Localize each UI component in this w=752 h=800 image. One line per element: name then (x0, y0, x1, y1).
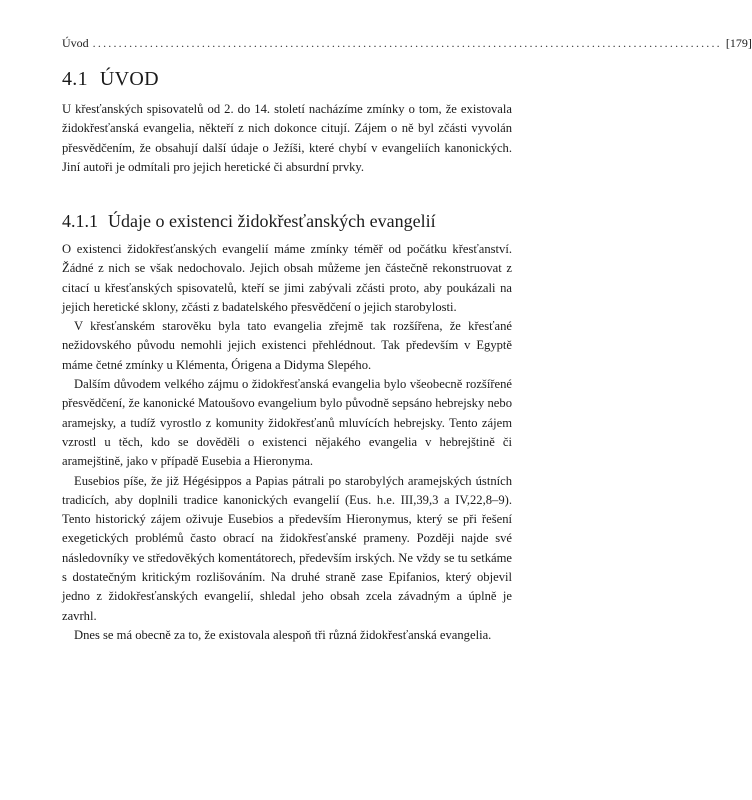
body-paragraph: V křesťanském starověku byla tato evangelia zřejmě tak rozšířena, že křesťané nežidovského původu nemohli jejich existenci přehlédnout. Tak především v Egyptě máme četné zmínky u Klémenta, Órigena a Didyma Slepého. (62, 319, 512, 372)
body-paragraph: Eusebios píše, že již Hégésippos a Papias pátrali po starobylých aramejských ústních tradicích, aby doplnili tradice kanonických evangelií (Eus. h.e. III,39,3 a IV,22,8–9). Tento historický zájem oživuje Eusebios a především Hieronymus, který se při řešení exegetických problémů často obrací na židokřesťanské prameny. Později najde své následovníky ve středověkých komentátorech, především irských. Ne vždy se tu setkáme s dostatečným kritickým rozlišováním. Na druhé straně zase Epifanios, který objevil jedno z židokřesťanských evangelií, shledal jeho obsah zcela závadným a úplně je zavrhl. (62, 473, 512, 623)
section-intro (62, 100, 512, 177)
running-header (62, 36, 752, 50)
section-title: ÚVOD (99, 68, 159, 90)
body-paragraph: O existenci židokřesťanských evangelií máme zmínky téměř od počátku křesťanství. Žádné z nich se však nedochovalo. Jejich obsah můžeme jen částečně rekonstruovat z citací u křesťanských spisovatelů, kteří se jimi zabývali zčásti proto, aby poukázali na jejich heretické sklony, zčásti z badatelského přesvědčení o jejich starobylosti. (62, 242, 512, 314)
section-number: 4.1 (62, 68, 88, 90)
subsection-number: 4.1.1 (62, 211, 98, 231)
running-header-title: Úvod (62, 36, 89, 50)
leader-dots: ......................................................................................................................... (92, 36, 722, 50)
subsection-title: Údaje o existenci židokřesťanských evangelií (108, 211, 436, 231)
section-heading (62, 68, 159, 91)
subsection-body (62, 240, 512, 645)
body-paragraph: Dalším důvodem velkého zájmu o židokřesťanská evangelia bylo všeobecně rozšířené přesvědčení, že kanonické Matoušovo evangelium bylo původně sepsáno hebrejsky nebo aramejsky, a tudíž vyrostlo z komunity židokřesťanů mluvících hebrejsky. Tento zájem vzrostl u těch, kdo se dověděli o existenci nějakého evangelia v hebrejštině či aramejštině, jako v případě Eusebia a Hieronyma. (62, 377, 512, 469)
body-paragraph: Dnes se má obecně za to, že existovala alespoň tři různá židokřesťanská evangelia. (74, 627, 492, 642)
subsection-heading (62, 211, 436, 232)
intro-paragraph: U křesťanských spisovatelů od 2. do 14. století nacházíme zmínky o tom, že existovala židokřesťanská evangelia, někteří z nich dokonce citují. Zájem o ně byl zčásti vyvolán přesvědčením, že obsahují další údaje o Ježíši, které chybí v evangeliích kanonických. Jiní autoři je odmítali pro jejich heretické či absurdní prvky. (62, 102, 512, 174)
page-number: [179] (725, 36, 752, 50)
